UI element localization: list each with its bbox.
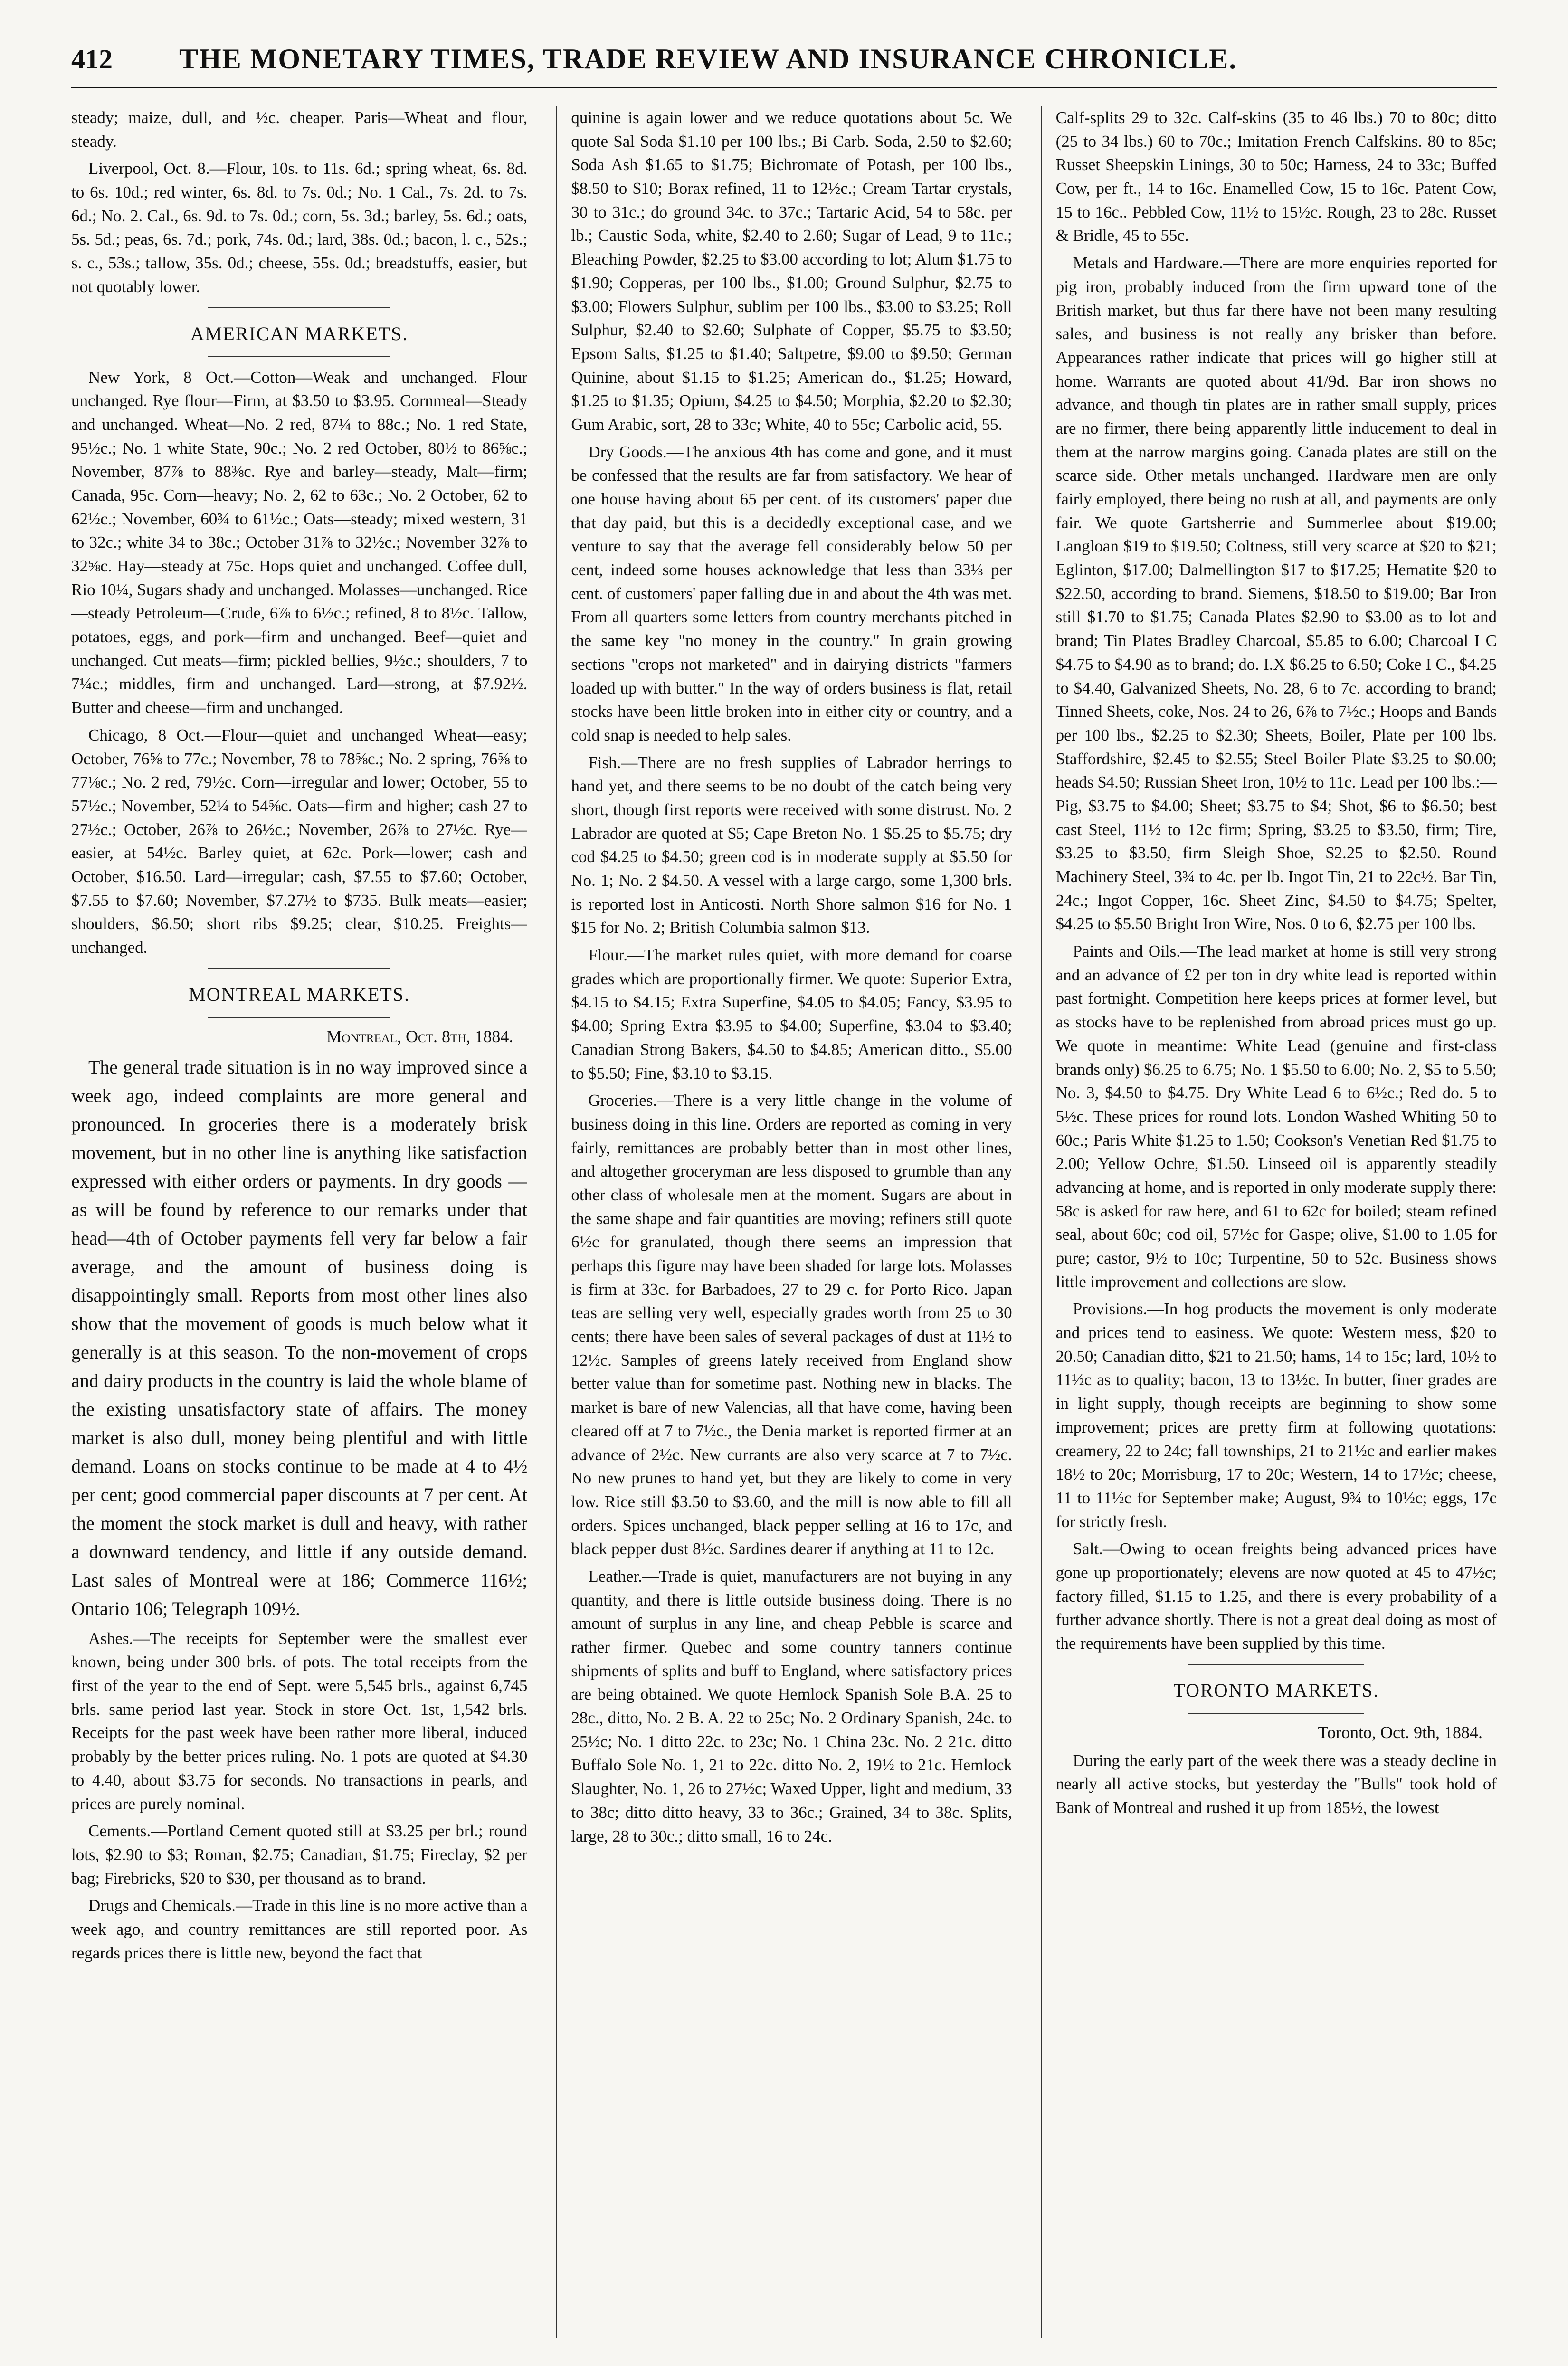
divider <box>208 968 390 969</box>
page-header <box>71 43 1497 88</box>
column-3 <box>1041 106 1497 2338</box>
dateline: Toronto, Oct. 9th, 1884. <box>1318 1722 1482 1742</box>
article-paragraph: Chicago, 8 Oct.—Flour—quiet and unchanged Wheat—easy; October, 76⅝ to 77c.; November, 78 to 78⅝c.; No. 2 spring, 76⅝ to 77⅛c.; No. 2 red, 79½c. Corn—irregular and lower; October, 55 to 57½c.; November, 52¼ to 54⅝c. Oats—firm and higher; cash 27 to 27½c.; October, 26⅞ to 26½c.; November, 26⅞ to 27½c. Rye—easier, at 54½c. Barley quiet, at 62c. Pork—lower; cash and October, $16.50. Lard—irregular; cash, $7.55 to $7.60; October, $7.55 to $7.60; November, $7.27½ to $735. Bulk meats—easier; shoulders, $6.50; short ribs $9.25; clear, $10.25. Freights—unchanged. <box>71 725 528 957</box>
article-paragraph: Flour.—The market rules quiet, with more demand for coarse grades which are proportionally firmer. We quote: Superior Extra, $4.15 to $4.15; Extra Superfine, $4.05 to $4.05; Fancy, $3.95 to $4.00; Spring Extra $3.95 to $4.00; Superfine, $3.04 to $3.40; Canadian Strong Bakers, $4.50 to $4.85; American ditto., $5.00 to $5.50; Fine, $3.10 to $3.15. <box>571 946 1012 1083</box>
divider <box>208 307 390 308</box>
article-paragraph: During the early part of the week there was a steady decline in nearly all active stocks, but yesterday the "Bulls" took hold of Bank of Montreal and rushed it up from 185½, the lowest <box>1055 1751 1497 1817</box>
section-heading-montreal: MONTREAL MARKETS. <box>189 983 410 1005</box>
text-columns <box>71 106 1497 2338</box>
article-paragraph: Fish.—There are no fresh supplies of Labrador herrings to hand yet, and there seems to be no doubt of the catch being very short, though first reports were received with some distrust. No. 2 Labrador are quoted at $5; Cape Breton No. 1 $5.25 to $5.75; dry cod $4.25 to $4.50; green cod is in moderate supply at $5.50 for No. 1; No. 2 $4.50. A vessel with a large cargo, some 1,300 brls. is reported lost in Anticosti. North Shore salmon $16 for No. 1 $15 for No. 2; British Columbia salmon $13. <box>571 753 1012 937</box>
column-1 <box>71 106 527 2338</box>
section-heading-american: AMERICAN MARKETS. <box>190 323 409 344</box>
article-paragraph: Dry Goods.—The anxious 4th has come and gone, and it must be confessed that the results are far from satisfactory. We hear of one house having about 65 per cent. of its customers' paper due that day paid, but this is a decidedly exceptional case, and we venture to say that the average fell considerably below 50 per cent, indeed some houses acknowledge that less than 33⅓ per cent. of customers' paper falling due in and about the 4th was met. From all quarters some letters from country merchants pitched in the same key "no money in the country." In grain growing sections "crops not marketed" and in dairying districts "farmers loaded up with butter." In the way of orders business is flat, retail stocks have been little broken into in either city or country, and a cold snap is needed to help sales. <box>571 442 1012 744</box>
divider <box>1188 1664 1364 1665</box>
article-paragraph: steady; maize, dull, and ½c. cheaper. Paris—Wheat and flour, steady. <box>71 108 528 151</box>
article-paragraph: Liverpool, Oct. 8.—Flour, 10s. to 11s. 6d.; spring wheat, 6s. 8d. to 6s. 10d.; red winter, 6s. 8d. to 7s. 0d.; No. 1 Cal., 7s. 2d. to 7s. 6d.; No. 2. Cal., 6s. 9d. to 7s. 0d.; corn, 5s. 3d.; barley, 5s. 6d.; oats, 5s. 5d.; peas, 6s. 7d.; pork, 74s. 0d.; lard, 38s. 0d.; bacon, l. c., 52s.; s. c., 53s.; tallow, 35s. 0d.; cheese, 55s. 0d.; breadstuffs, easier, but not quotably lower. <box>71 159 528 296</box>
page-number: 412 <box>71 44 113 75</box>
article-paragraph: The general trade situation is in no way improved since a week ago, indeed complaints are more general and pronounced. In groceries there is a moderately brisk movement, but in no other line is anything like satisfaction expressed with either orders or payments. In dry goods —as will be found by reference to our remarks under that head—4th of October payments fell very far below a fair average, and the amount of business doing is disappointingly small. Reports from most other lines also show that the movement of goods is much below what it generally is at this season. To the non-movement of crops and dairy products in the country is laid the whole blame of the existing unsatisfactory state of affairs. The money market is also dull, money being plentiful and with little demand. Loans on stocks continue to be made at 4 to 4½ per cent; good commercial paper discounts at 7 per cent. At the moment the stock market is dull and heavy, with rather a downward tendency, and little if any outside demand. Last sales of Montreal were at 186; Commerce 116½; Ontario 106; Telegraph 109½. <box>71 1056 528 1619</box>
article-paragraph: quinine is again lower and we reduce quotations about 5c. We quote Sal Soda $1.10 per 100 lbs.; Bi Carb. Soda, 2.50 to $2.60; Soda Ash $1.65 to $1.75; Bichromate of Potash, per 100 lbs., $8.50 to $10; Borax refined, 11 to 12½c.; Cream Tartar crystals, 30 to 31c.; do ground 34c. to 37c.; Tartaric Acid, 54 to 58c. per lb.; Caustic Soda, white, $2.40 to 2.60; Sugar of Lead, 9 to 11c.; Bleaching Powder, $2.25 to $3.00 according to lot; Alum $1.75 to $1.90; Copperas, per 100 lbs., $1.00; Ground Sulphur, $2.75 to $3.00; Flowers Sulphur, sublim per 100 lbs., $3.00 to $3.25; Roll Sulphur, $2.40 to $2.60; Sulphate of Copper, $5.75 to $3.50; Epsom Salts, $1.25 to $1.40; Saltpetre, $9.00 to $9.50; German Quinine, about $1.15 to $1.25; American do., $1.25; Howard, $1.25 to $1.35; Opium, $4.25 to $4.50; Morphia, $2.20 to $2.30; Gum Arabic, sort, 28 to 33c; White, 40 to 55c; Carbolic acid, 55. <box>571 108 1012 434</box>
article-paragraph: Metals and Hardware.—There are more enquiries reported for pig iron, probably induced from the firm upward tone of the British market, but thus far there have not been many resulting sales, and business is not really any brisker than before. Appearances rather indicate that prices will go higher still at home. Warrants are quoted about 41/9d. Bar iron shows no advance, and though tin plates are in rather small supply, prices are no firmer, there being apparently little inducement to deal in them at the narrow margins going. Canada plates are still on the scarce side. Other metals unchanged. Hardware men are only fairly employed, there being no rush at all, and payments are only fair. We quote Gartsherrie and Summerlee about $19.00; Langloan $19 to $19.50; Coltness, still very scarce at $20 to $21; Eglinton, $17.00; Dalmellington $17 to $17.25; Hematite $20 to $22.50, according to brand. Siemens, $18.50 to $19.00; Bar Iron still $1.70 to $1.75; Canada Plates $2.90 to $3.00 as to lot and brand; Tin Plates Bradley Charcoal, $5.85 to 6.00; Charcoal I C $4.75 to $4.90 as to brand; do. I.X $6.25 to 6.50; Coke I C., $4.25 to $4.40, Galvanized Sheets, No. 28, 6 to 7c. according to brand; Tinned Sheets, coke, Nos. 24 to 26, 6⅞ to 7½c.; Hoops and Bands per 100 lbs., $2.25 to $2.30; Sheets, Boiler, Plate per 100 lbs. Staffordshire, $2.45 to $2.55; Steel Boiler Plate $3.25 to $0.00; heads $4.50; Russian Sheet Iron, 10½ to 11c. Lead per 100 lbs.:—Pig, $3.75 to $4.00; Sheet; $3.75 to $4; Shot, $6 to $6.50; best cast Steel, 11½ to 12c firm; Spring, $3.25 to $3.50, firm; Tire, $3.25 to $3.50, firm Sleigh Shoe, $2.25 to $2.50. Round Machinery Steel, 3¾ to 4c. per lb. Ingot Tin, 21 to 22c½. Bar Tin, 24c.; Ingot Copper, 16c. Sheet Zinc, $4.50 to $4.75; Spelter, $4.25 to $5.50 Bright Iron Wire, Nos. 0 to 6, $2.75 per 100 lbs. <box>1055 254 1497 933</box>
divider <box>208 1017 390 1018</box>
article-paragraph: Cements.—Portland Cement quoted still at $3.25 per brl.; round lots, $2.90 to $3; Roman, $2.75; Canadian, $1.75; Fireclay, $2 per bag; Firebricks, $20 to $30, per thousand as to brand. <box>71 1822 528 1888</box>
article-paragraph: Groceries.—There is a very little change in the volume of business doing in this line. Orders are reported as coming in very fairly, remittances are probably better than in most other lines, and altogether groceryman are less disposed to grumble than any other class of wholesale men at the moment. Sugars are about in the same shape and fair quantities are moving; refiners still quote 6½c for granulated, though there seems an impression that perhaps this figure may have been shaded for large lots. Molasses is firm at 33c. for Barbadoes, 27 to 29 c. for Porto Rico. Japan teas are selling very well, especially grades worth from 25 to 30 cents; there have been sales of several packages of dust at 11½ to 12½c. Samples of greens lately received from England show better value than for sometime past. Nothing new in blacks. The market is bare of new Valencias, all that have come, having been cleared off at 7 to 7½c., the Denia market is reported firmer at an advance of 2½c. New currants are also very scarce at 7 to 7½c. No new prunes to hand yet, but they are likely to come in very low. Rice still $3.50 to $3.60, and the mill is now able to fill all orders. Spices unchanged, black pepper selling at 16 to 17c, and black pepper dust 8½c. Sardines dearer if anything at 11 to 12c. <box>571 1091 1012 1558</box>
column-2 <box>556 106 1012 2338</box>
divider <box>208 356 390 357</box>
divider <box>1188 1713 1364 1714</box>
article-paragraph: Paints and Oils.—The lead market at home is still very strong and an advance of £2 per ton in dry white lead is reported within past fortnight. Competition here keeps prices at former level, but as stocks have to be replenished from abroad prices must go up. We quote in meantime: White Lead (genuine and first-class brands only) $6.25 to 6.75; No. 1 $5.50 to 6.00; No. 2, $5 to 5.50; No. 3, $4.50 to $4.75. Dry White Lead 6 to 6½c.; Red do. 5 to 5½c. These prices for round lots. London Washed Whiting 50 to 60c.; Paris White $1.25 to 1.50; Cookson's Venetian Red $1.75 to 2.00; Yellow Ochre, $1.50. Linseed oil is apparently steadily advancing at home, and is reported in only moderate supply there: 58c is asked for raw here, and 61 to 62c for boiled; steam refined seal, about 60c; cod oil, 57½c for Gaspe; olive, $1.00 to 1.05 for pure; castor, 9½ to 10c; Turpentine, 50 to 52c. Business shows little improvement and collections are slow. <box>1055 942 1497 1291</box>
article-paragraph: Salt.—Owing to ocean freights being advanced prices have gone up proportionately; elevens are now quoted at 45 to 47½c; factory filled, $1.15 to 1.25, and there is every probability of a further advance shortly. There is not a great deal doing as most of the requirements have been supplied by this time. <box>1055 1539 1497 1653</box>
article-paragraph: Ashes.—The receipts for September were the smallest ever known, being under 300 brls. of pots. The total receipts from the first of the year to the end of Sept. were 5,545 brls., against 6,745 brls. same period last year. Stock in store Oct. 1st, 1,542 brls. Receipts for the past week have been rather more liberal, induced probably by the better prices ruling. No. 1 pots are quoted at $4.30 to 4.40, about $3.75 for seconds. No transactions in pearls, and prices are purely nominal. <box>71 1629 528 1813</box>
article-paragraph: New York, 8 Oct.—Cotton—Weak and unchanged. Flour unchanged. Rye flour—Firm, at $3.50 to $3.95. Cornmeal—Steady and unchanged. Wheat—No. 2 red, 87¼ to 88c.; No. 1 red State, 95½c.; No. 1 white State, 90c.; No. 2 red October, 80½ to 86⅝c.; November, 87⅞ to 88⅜c. Rye and barley—steady, Malt—firm; Canada, 95c. Corn—heavy; No. 2, 62 to 63c.; No. 2 October, 62 to 62½c.; November, 60¾ to 61½c.; Oats—steady; mixed western, 31 to 32c.; white 34 to 38c.; October 31⅞ to 32½c.; November 32⅞ to 32⅝c. Hay—steady at 75c. Hops quiet and unchanged. Coffee dull, Rio 10¼, Sugars shady and unchanged. Molasses—unchanged. Rice—steady Petroleum—Crude, 6⅞ to 6½c.; refined, 8 to 8½c. Tallow, potatoes, eggs, and pork—firm and unchanged. Beef—quiet and unchanged. Cut meats—firm; pickled bellies, 9½c.; shoulders, 7 to 7¼c.; middles, firm and unchanged. Lard—strong, at $7.92½. Butter and cheese—firm and unchanged. <box>71 368 528 717</box>
article-paragraph: Leather.—Trade is quiet, manufacturers are not buying in any quantity, and there is little outside business doing. There is no amount of surplus in any line, and cheap Pebble is scarce and rather firmer. Quebec and some country tanners continue shipments of splits and buff to England, where satisfactory prices are being obtained. We quote Hemlock Spanish Sole B.A. 25 to 28c., ditto, No. 2 B. A. 22 to 25c; No. 2 Ordinary Spanish, 24c. to 25½c; No. 1 ditto 22c. to 23c; No. 1 China 23c. No. 2 21c. ditto Buffalo Sole No. 1, 21 to 22c. ditto No. 2, 19½ to 21c. Hemlock Slaughter, No. 1, 26 to 27½c; Waxed Upper, light and medium, 33 to 38c; ditto ditto heavy, 33 to 36c.; Grained, 34 to 38c. Splits, large, 28 to 30c.; ditto small, 16 to 24c. <box>571 1567 1012 1845</box>
running-title: THE MONETARY TIMES, TRADE REVIEW AND INSURANCE CHRONICLE. <box>179 43 1237 75</box>
article-paragraph: Drugs and Chemicals.—Trade in this line is no more active than a week ago, and country remittances are still reported poor. As regards prices there is little new, beyond the fact that <box>71 1896 528 1962</box>
section-heading-toronto: TORONTO MARKETS. <box>1173 1679 1379 1701</box>
article-paragraph: Provisions.—In hog products the movement is only moderate and prices tend to easiness. We quote: Western mess, $20 to 20.50; Canadian ditto, $21 to 21.50; hams, 14 to 15c; lard, 10½ to 11½c as to quality; bacon, 13 to 13½c. In butter, finer grades are in light supply, though receipts are beginning to show some improvement; prices are pretty firm at following quotations: creamery, 22 to 24c; fall townships, 21 to 21½c and earlier makes 18½ to 20c; Morrisburg, 17 to 20c; Western, 14 to 17½c; cheese, 11 to 11½c for September make; August, 9¾ to 10½c; eggs, 17c for strictly fresh. <box>1055 1300 1497 1531</box>
dateline: Montreal, Oct. 8th, 1884. <box>326 1026 513 1046</box>
article-paragraph: Calf-splits 29 to 32c. Calf-skins (35 to 46 lbs.) 70 to 80c; ditto (25 to 34 lbs.) 60 to 70c.; Imitation French Calfskins. 80 to 85c; Russet Sheepskin Linings, 30 to 50c; Harness, 24 to 33c; Buffed Cow, per ft., 14 to 16c. Enamelled Cow, 15 to 16c. Patent Cow, 15 to 16c.. Pebbled Cow, 11½ to 15½c. Rough, 23 to 28c. Russet & Bridle, 45 to 55c. <box>1055 108 1497 245</box>
